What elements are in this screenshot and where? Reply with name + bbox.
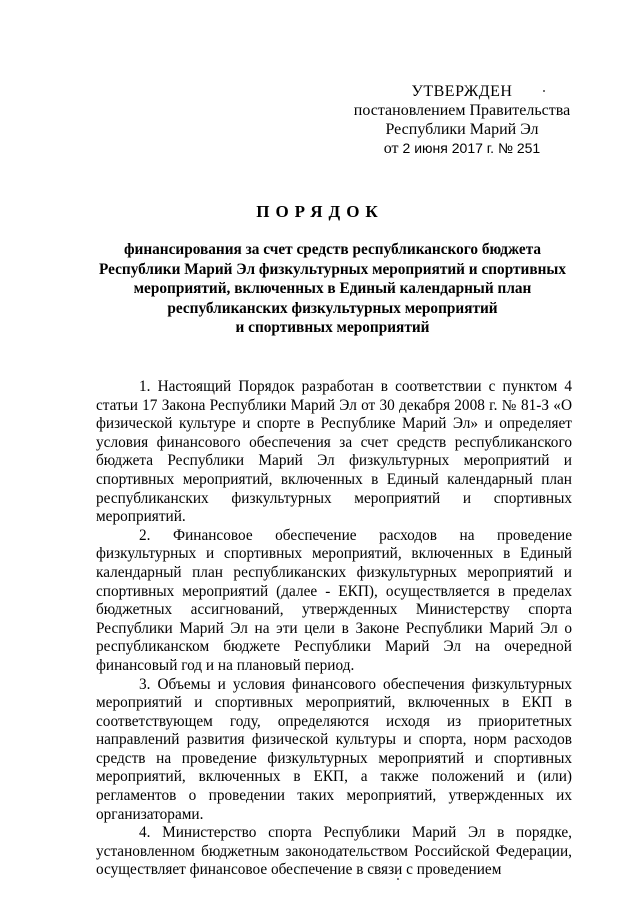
document-title: ПОРЯДОК xyxy=(256,202,384,221)
subtitle-line: финансирования за счет средств республиканского бюджета xyxy=(123,241,542,258)
paragraph-4: 4. Министерство спорта Республики Марий Эл в порядке, установленном бюджетным законодательством Российской Федерации, осуществляет финансовое обеспечение в связи с проведением xyxy=(96,824,572,879)
approval-stamp xyxy=(352,82,572,158)
paragraph-2: 2. Финансовое обеспечение расходов на проведение физкультурных и спортивных мероприятий, включенных в Единый календарный план республиканских физкультурных мероприятий и спортивных мероприятий (далее - ЕКП), осуществляется в пределах бюджетных ассигнований, утвержденных Министерству спорта Республики Марий Эл на эти цели в Законе Республики Марий Эл о республиканском бюджете Республики Марий Эл на очередной финансовый год и на плановый период. xyxy=(96,526,572,674)
document-body xyxy=(96,378,572,880)
approval-line-decree: постановлением Правительства xyxy=(353,102,571,119)
paragraph-3: 3. Объемы и условия финансового обеспечения физкультурных мероприятий и спортивных мероприятий, включенных в ЕКП в соответствующем году, определяются исходя из приоритетных направлений развития физической культуры и спорта, норм расходов средств на проведение физкультурных мероприятий и спортивных мероприятий, включенных в ЕКП, а также положений и (или) регламентов о проведении таких мероприятий, утвержденных их организаторами. xyxy=(96,675,572,823)
approval-title: УТВЕРЖДЕН xyxy=(411,83,513,100)
document-subtitle xyxy=(95,240,570,338)
subtitle-line: и спортивных мероприятий xyxy=(235,319,430,336)
approval-date-line xyxy=(352,139,572,158)
paragraph-1: 1. Настоящий Порядок разработан в соответствии с пунктом 4 статьи 17 Закона Республики Марий Эл от 30 декабря 2008 г. № 81-З «О физической культуре и спорте в Республике Марий Эл» и определяет условия финансового обеспечения за счет средств республиканского бюджета Республики Марий Эл физкультурных мероприятий и спортивных мероприятий, включенных в Единый календарный план республиканских физкультурных мероприятий и спортивных мероприятий. xyxy=(96,378,572,526)
approval-line-republic: Республики Марий Эл xyxy=(385,121,539,138)
scan-speck xyxy=(397,878,399,880)
subtitle-line: мероприятий, включенных в Единый календарный план xyxy=(133,280,532,297)
subtitle-line: республиканских физкультурных мероприятий xyxy=(167,299,498,317)
subtitle-line: Республики Марий Эл физкультурных мероприятий и спортивных xyxy=(98,260,567,278)
approval-date-prefix: от xyxy=(383,140,399,157)
approval-date: 2 июня 2017 г. № 251 xyxy=(402,140,541,156)
scan-speck xyxy=(543,90,545,92)
